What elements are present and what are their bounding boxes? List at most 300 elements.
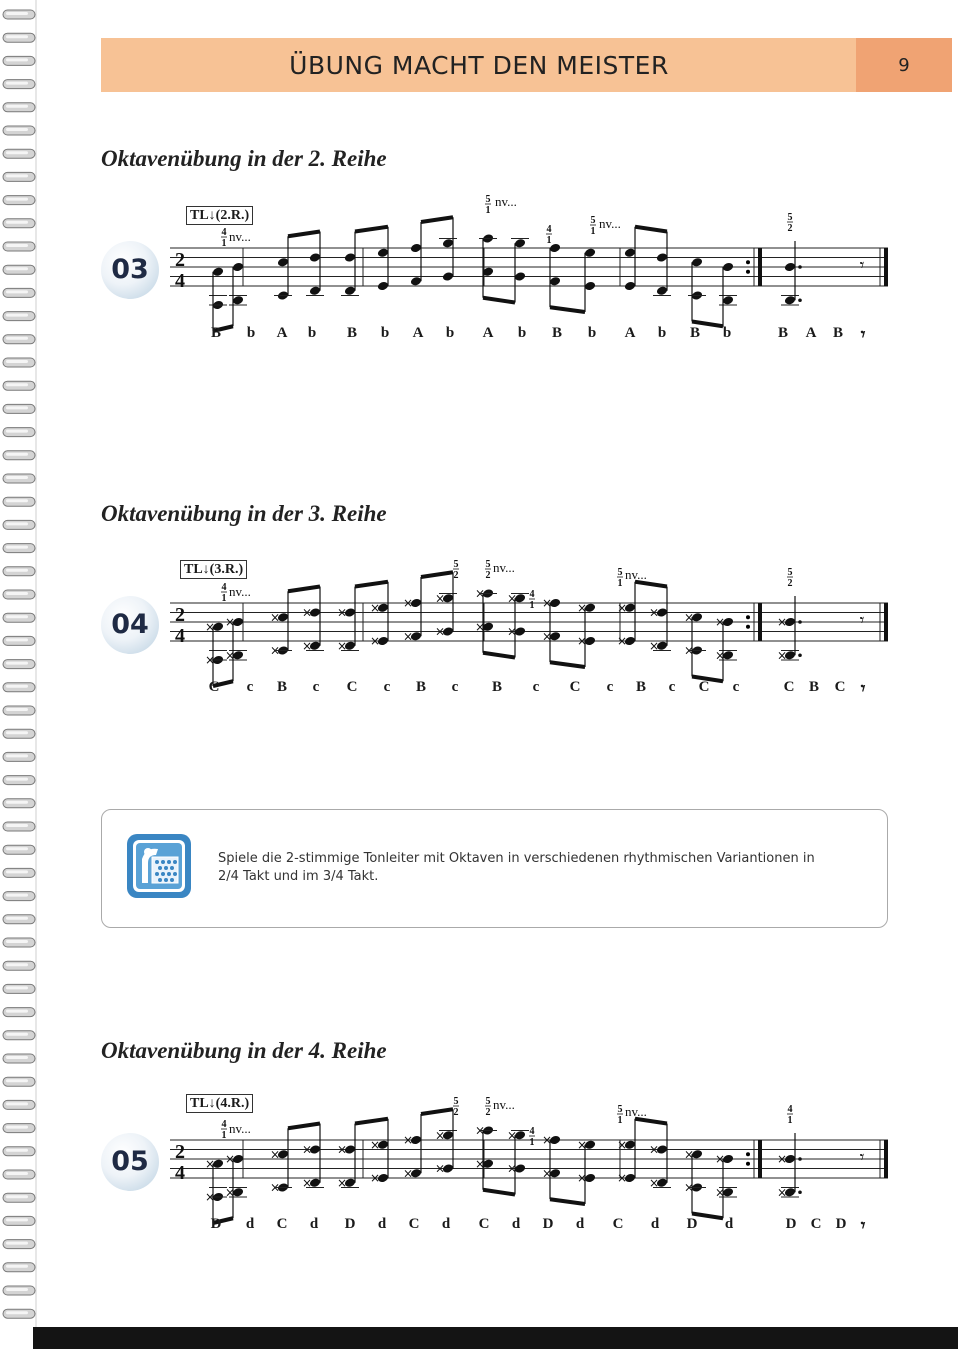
note-head [514, 271, 526, 282]
cross-mark: × [225, 648, 236, 663]
bass-label: d [377, 1216, 387, 1232]
bass-row-2 [0, 679, 958, 699]
bass-label: B [276, 679, 288, 695]
page-number: 9 [856, 38, 952, 92]
dot [798, 1157, 802, 1161]
bass-label: A [624, 325, 636, 341]
note-head [656, 252, 668, 263]
spiral-coil [3, 451, 35, 460]
beam [288, 587, 320, 592]
cross-mark: × [205, 619, 216, 634]
note-head [784, 262, 796, 273]
spiral-coil [3, 288, 35, 297]
fingering: 2 [453, 1107, 459, 1118]
bass-label: c [532, 679, 540, 695]
fingering: 1 [485, 205, 491, 216]
fingering: 4 [529, 589, 535, 600]
bass-label: B [808, 679, 820, 695]
cross-mark: × [225, 615, 236, 629]
cross-mark: × [649, 605, 660, 620]
bass-label: C [569, 679, 581, 695]
time-signature-bottom: 4 [175, 270, 185, 292]
cross-mark: × [403, 596, 414, 610]
time-signature-top: 2 [175, 249, 185, 271]
spiral-coil [3, 938, 35, 947]
cross-mark: × [370, 600, 381, 615]
fingering: 1 [221, 238, 227, 249]
nv-annotation: nv... [599, 216, 621, 231]
eighth-rest: 𝄾 [859, 255, 865, 276]
spiral-coil [3, 1263, 35, 1272]
cross-mark: × [684, 610, 695, 625]
page-header [101, 38, 952, 92]
bass-label: c [451, 679, 459, 695]
spiral-coil [3, 984, 35, 993]
bass-label: b [657, 325, 667, 341]
cross-mark: × [617, 634, 628, 648]
tl-label-box: TL↓(4.R.) [186, 1094, 253, 1113]
cross-mark: × [475, 1156, 486, 1171]
bass-label: d [245, 1216, 255, 1232]
bass-label: D [210, 1216, 222, 1232]
beam [550, 662, 585, 667]
bass-label: B [210, 325, 222, 341]
eighth-rest: 𝄾 [859, 610, 865, 631]
cross-mark: × [617, 600, 628, 615]
fingering: 1 [529, 1137, 535, 1148]
note-head [344, 252, 356, 263]
spiral-coil [3, 752, 35, 761]
spiral-binding [0, 0, 40, 1349]
fingering: 4 [221, 227, 227, 238]
time-signature-top: 2 [175, 1141, 185, 1163]
bass-label: A [482, 325, 494, 341]
fingering: 1 [221, 1130, 227, 1141]
cross-mark: × [370, 634, 381, 648]
repeat-dot [746, 260, 750, 264]
cross-mark: × [715, 615, 726, 629]
bass-label: C [698, 679, 710, 695]
note-head [344, 285, 356, 296]
thick-barline [758, 248, 762, 286]
cross-mark: × [302, 638, 313, 653]
fingering: 4 [221, 1119, 227, 1130]
cross-mark: × [715, 1185, 726, 1200]
bass-label: C [208, 679, 220, 695]
note-head [784, 295, 796, 306]
spiral-coil [3, 358, 35, 367]
cross-mark: × [715, 648, 726, 663]
bass-label: d [441, 1216, 451, 1232]
time-signature-bottom: 4 [175, 1162, 185, 1184]
spiral-coil [3, 149, 35, 158]
bass-label: C [834, 679, 846, 695]
bass-label: D [785, 1216, 797, 1232]
spiral-coil [3, 567, 35, 576]
cross-mark: × [507, 624, 518, 639]
bass-label: b [380, 325, 390, 341]
cross-mark: × [577, 600, 588, 615]
cross-mark: × [542, 629, 553, 644]
spiral-coil [3, 613, 35, 622]
fingering: 1 [617, 578, 623, 589]
final-barline [884, 1140, 888, 1178]
beam [635, 1119, 667, 1124]
bass-label: d [511, 1216, 521, 1232]
note-head [442, 238, 454, 249]
bass-label: B [415, 679, 427, 695]
bass-label: B [777, 325, 789, 341]
note-head [442, 271, 454, 282]
spiral-coil [3, 1008, 35, 1017]
rest-symbol: 𝄾 [860, 1216, 866, 1235]
dot [798, 653, 802, 657]
cross-mark: × [435, 591, 446, 606]
cross-mark: × [507, 1161, 518, 1176]
cross-mark: × [302, 1142, 313, 1157]
nv-annotation: nv... [229, 584, 251, 599]
cross-mark: × [205, 1156, 216, 1171]
beam [355, 582, 388, 587]
spiral-coil [3, 520, 35, 529]
spiral-coil [3, 544, 35, 553]
cross-mark: × [649, 638, 660, 653]
rest-symbol: 𝄾 [860, 679, 866, 698]
bass-label: D [344, 1216, 356, 1232]
cross-mark: × [577, 1171, 588, 1185]
fingering: 5 [787, 567, 793, 578]
cross-mark: × [507, 591, 518, 606]
note-head [584, 247, 596, 258]
fingering: 5 [453, 559, 459, 570]
cross-mark: × [777, 648, 788, 663]
spiral-coil [3, 219, 35, 228]
cross-mark: × [475, 586, 486, 601]
dot [798, 298, 802, 302]
bass-label: c [383, 679, 391, 695]
thick-barline [758, 1140, 762, 1178]
note-head [410, 276, 422, 287]
note-head [232, 295, 244, 306]
beam [483, 1190, 515, 1195]
cross-mark: × [475, 619, 486, 634]
repeat-dot [746, 615, 750, 619]
bass-label: d [309, 1216, 319, 1232]
cross-mark: × [777, 1152, 788, 1166]
note-head [584, 281, 596, 292]
spiral-coil [3, 1240, 35, 1249]
time-signature-bottom: 4 [175, 625, 185, 647]
bass-label: D [835, 1216, 847, 1232]
beam [483, 653, 515, 658]
fingering: 5 [485, 194, 491, 205]
spiral-coil [3, 961, 35, 970]
bass-label: B [346, 325, 358, 341]
spiral-coil [3, 56, 35, 65]
spiral-coil [3, 497, 35, 506]
fingering: 5 [485, 1096, 491, 1107]
cross-mark: × [435, 1161, 446, 1176]
cross-mark: × [435, 1128, 446, 1143]
tl-label-box: TL↓(2.R.) [186, 206, 253, 225]
dot [798, 1190, 802, 1194]
bass-label: b [445, 325, 455, 341]
cross-mark: × [475, 1123, 486, 1138]
fingering: 4 [787, 1104, 793, 1115]
bass-label: B [491, 679, 503, 695]
cross-mark: × [337, 1142, 348, 1157]
spiral-coil [3, 1286, 35, 1295]
fingering: 1 [546, 235, 552, 246]
note-head [277, 257, 289, 268]
note-head [656, 285, 668, 296]
nv-annotation: nv... [493, 560, 515, 575]
eighth-rest: 𝄾 [859, 1147, 865, 1168]
cross-mark: × [542, 1133, 553, 1147]
fingering: 2 [485, 570, 491, 581]
bass-label: b [517, 325, 527, 341]
cross-mark: × [337, 1175, 348, 1190]
tip-box [101, 809, 888, 928]
bass-label: B [551, 325, 563, 341]
bass-label: B [689, 325, 701, 341]
beam [355, 1119, 388, 1124]
cross-mark: × [577, 634, 588, 648]
fingering: 4 [546, 224, 552, 235]
cross-mark: × [403, 629, 414, 644]
spiral-coil [3, 892, 35, 901]
cross-mark: × [337, 605, 348, 620]
bass-label: C [783, 679, 795, 695]
bass-label: C [346, 679, 358, 695]
spiral-coil [3, 729, 35, 738]
spiral-coil [3, 33, 35, 42]
beam [421, 217, 453, 222]
fingering: 4 [529, 1126, 535, 1137]
fingering: 4 [221, 582, 227, 593]
spiral-coil [3, 404, 35, 413]
spiral-coil [3, 1031, 35, 1040]
note-head [309, 285, 321, 296]
spiral-coil [3, 915, 35, 924]
cross-mark: × [684, 643, 695, 658]
cross-mark: × [225, 1152, 236, 1166]
note-head [722, 295, 734, 306]
fingering: 5 [590, 215, 596, 226]
cross-mark: × [507, 1128, 518, 1143]
fingering: 5 [617, 1104, 623, 1115]
note-head [377, 247, 389, 258]
cross-mark: × [542, 596, 553, 610]
exercise-number-badge: 05 [101, 1133, 159, 1191]
beam [550, 307, 585, 312]
bass-row-1 [0, 325, 958, 345]
spiral-coil [3, 799, 35, 808]
note-head [232, 262, 244, 273]
fingering: 1 [617, 1115, 623, 1126]
spiral-coil [3, 1124, 35, 1133]
page-title: ÜBUNG MACHT DEN MEISTER [289, 51, 669, 80]
spiral-coil [3, 10, 35, 19]
nv-annotation: nv... [625, 567, 647, 582]
note-head [309, 252, 321, 263]
bass-label: C [612, 1216, 624, 1232]
spiral-coil [3, 1100, 35, 1109]
spiral-coil [3, 590, 35, 599]
note-head [514, 238, 526, 249]
bass-label: D [686, 1216, 698, 1232]
fingering: 5 [617, 567, 623, 578]
spiral-coil [3, 1147, 35, 1156]
nv-annotation: nv... [495, 194, 517, 209]
bass-label: C [276, 1216, 288, 1232]
cross-mark: × [617, 1137, 628, 1152]
cross-mark: × [435, 624, 446, 639]
cross-mark: × [649, 1142, 660, 1157]
spiral-coil [3, 868, 35, 877]
beam [421, 1109, 453, 1114]
cross-mark: × [302, 605, 313, 620]
fingering: 5 [485, 559, 491, 570]
bass-label: C [408, 1216, 420, 1232]
bass-label: d [575, 1216, 585, 1232]
beam [288, 232, 320, 237]
cross-mark: × [715, 1152, 726, 1166]
cross-mark: × [337, 638, 348, 653]
dot [798, 265, 802, 269]
final-barline [884, 603, 888, 641]
note-head [691, 257, 703, 268]
cross-mark: × [684, 1147, 695, 1162]
cross-mark: × [577, 1137, 588, 1152]
time-signature-top: 2 [175, 604, 185, 626]
fingering: 1 [529, 600, 535, 611]
bass-label: c [312, 679, 320, 695]
bass-label: A [805, 325, 817, 341]
cross-mark: × [302, 1175, 313, 1190]
spiral-coil [3, 660, 35, 669]
section-title-1: Oktavenübung in der 2. Reihe [101, 146, 387, 171]
cross-mark: × [403, 1166, 414, 1181]
thick-barline [758, 603, 762, 641]
spiral-coil [3, 706, 35, 715]
repeat-dot [746, 1162, 750, 1166]
spiral-coil [3, 1077, 35, 1086]
cross-mark: × [649, 1175, 660, 1190]
beam [483, 298, 515, 303]
fingering: 5 [453, 1096, 459, 1107]
nv-annotation: nv... [493, 1097, 515, 1112]
note-head [624, 281, 636, 292]
fingering: 5 [787, 212, 793, 223]
bass-label: b [722, 325, 732, 341]
spiral-coil [3, 428, 35, 437]
fingering: 2 [453, 570, 459, 581]
spiral-coil [3, 265, 35, 274]
bass-label: D [542, 1216, 554, 1232]
fingering: 1 [221, 593, 227, 604]
cross-mark: × [617, 1171, 628, 1185]
cross-mark: × [542, 1166, 553, 1181]
bass-label: d [650, 1216, 660, 1232]
accordion-player-icon [126, 833, 192, 899]
page-bottom-edge [33, 1327, 958, 1349]
nv-annotation: nv... [229, 1121, 251, 1136]
spiral-coil [3, 822, 35, 831]
cross-mark: × [270, 1180, 281, 1195]
cross-mark: × [777, 615, 788, 629]
beam [355, 227, 388, 232]
spiral-coil [3, 1193, 35, 1202]
spiral-coil [3, 126, 35, 135]
bass-label: c [606, 679, 614, 695]
beam [635, 227, 667, 232]
note-head [549, 276, 561, 287]
spiral-coil [3, 103, 35, 112]
fingering: 1 [787, 1115, 793, 1126]
beam [288, 1124, 320, 1129]
cross-mark: × [205, 653, 216, 667]
note-head [212, 266, 224, 277]
exercise-number-badge: 04 [101, 596, 159, 654]
bass-label: b [307, 325, 317, 341]
final-barline [884, 248, 888, 286]
section-title-2: Oktavenübung in der 3. Reihe [101, 501, 387, 526]
spiral-coil [3, 381, 35, 390]
rest-symbol: 𝄾 [860, 325, 866, 344]
tl-label-box: TL↓(3.R.) [180, 560, 247, 579]
repeat-dot [746, 1152, 750, 1156]
nv-annotation: nv... [229, 229, 251, 244]
spiral-coil [3, 1170, 35, 1179]
repeat-dot [746, 625, 750, 629]
cross-mark: × [403, 1133, 414, 1147]
dot [798, 620, 802, 624]
note-head [624, 247, 636, 258]
note-head [377, 281, 389, 292]
note-head [722, 262, 734, 273]
fingering: 2 [787, 578, 793, 589]
spiral-coil [3, 196, 35, 205]
spiral-coil [3, 312, 35, 321]
beam [421, 572, 453, 577]
cross-mark: × [270, 643, 281, 658]
spiral-coil [3, 1309, 35, 1318]
cross-mark: × [684, 1180, 695, 1195]
cross-mark: × [205, 1190, 216, 1204]
bass-label: b [587, 325, 597, 341]
cross-mark: × [270, 610, 281, 625]
bass-label: A [276, 325, 288, 341]
tip-text: Spiele die 2-stimmige Tonleiter mit Oktaven in verschiedenen rhythmischen Variantionen in 2/4 Takt und im 3/4 Takt. [218, 851, 815, 884]
spiral-coil [3, 636, 35, 645]
exercise-number-badge: 03 [101, 241, 159, 299]
spiral-coil [3, 80, 35, 89]
repeat-dot [746, 270, 750, 274]
note-head [410, 243, 422, 254]
spiral-coil [3, 474, 35, 483]
bass-label: c [732, 679, 740, 695]
beam [635, 582, 667, 587]
spiral-coil [3, 1054, 35, 1063]
spiral-coil [3, 776, 35, 785]
bass-label: c [668, 679, 676, 695]
bass-label: C [478, 1216, 490, 1232]
cross-mark: × [777, 1185, 788, 1200]
fingering: 2 [787, 223, 793, 234]
fingering: 1 [590, 226, 596, 237]
bass-label: d [724, 1216, 734, 1232]
